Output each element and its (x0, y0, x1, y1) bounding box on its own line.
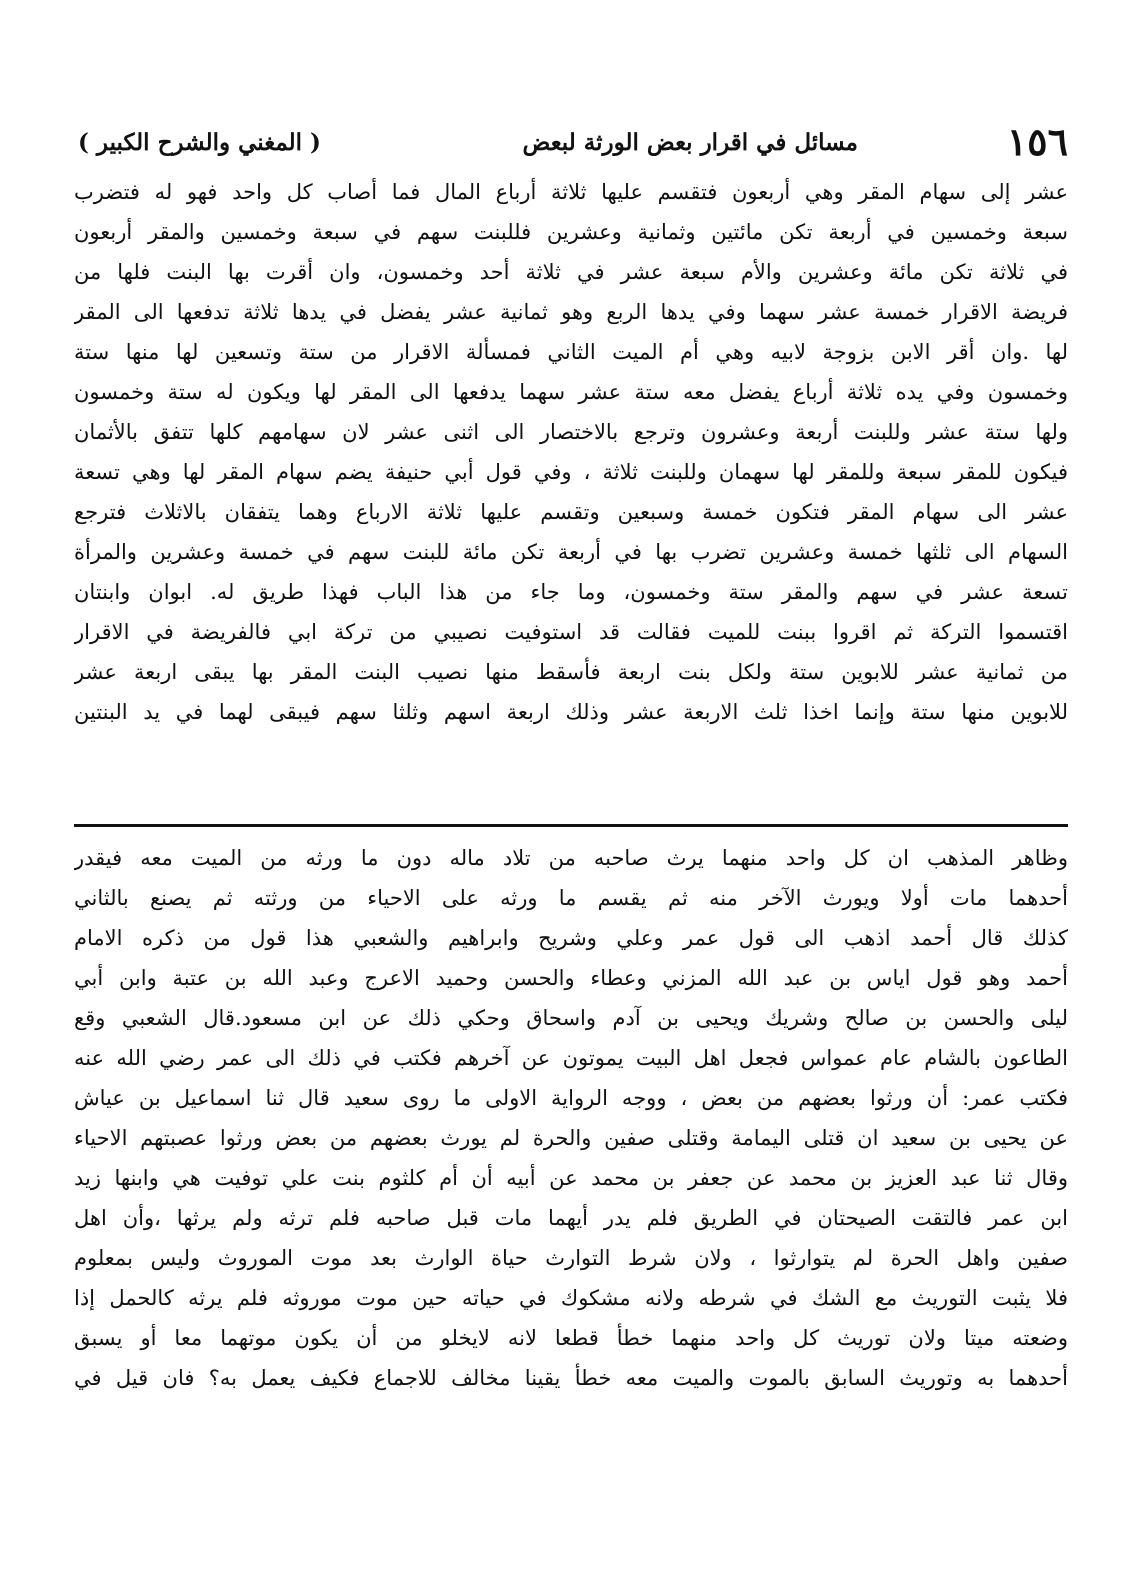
text-line: لها .وان أقر الابن بزوجة لابيه وهي أم الميت الثاني فمسألة الاقرار من ستة وتسعين لها منها ستة (74, 340, 1068, 364)
text-line: كذلك قال أحمد اذهب الى قول عمر وعلي وشريح وابراهيم والشعبي هذا قول من ذكره الامام (74, 926, 1068, 950)
text-line: وظاهر المذهب ان كل واحد منهما يرث صاحبه من تلاد ماله دون ما ورثه من الميت معه فيقدر (74, 846, 1068, 870)
text-line: فريضة الاقرار خمسة عشر سهما وفي يدها الربع وهو ثمانية عشر يفضل في يدها ثلاثة تدفعها الى المقر (74, 300, 1068, 324)
text-line: سبعة وخمسين في أربعة تكن مائتين وثمانية وعشرين فللبنت سهم في سبعة وخمسين والمقر أربعون (74, 220, 1068, 244)
text-line: عشر إلى سهام المقر وهي أربعون فتقسم عليها ثلاثة أرباع المال فما أصاب كل واحد فهو له فتضرب (74, 180, 1068, 204)
text-line: في ثلاثة تكن مائة وعشرين والأم سبعة عشر في ثلاثة أحد وخمسون، وان أقرت بها البنت فلها من (74, 260, 1068, 284)
text-line: الطاعون بالشام عام عمواس فجعل اهل البيت يموتون عن آخرهم فكتب في ذلك الى عمر رضي الله عنه (74, 1046, 1068, 1070)
lower-text-block (74, 838, 1068, 1398)
text-line: صفين واهل الحرة لم يتوارثوا ، ولان شرط التوارث حياة الوارث بعد موت الموروث وليس بمعلوم (74, 1246, 1068, 1270)
text-line: فكتب عمر: أن ورثوا بعضهم من بعض ، ووجه الرواية الاولى ما روى سعيد قال ثنا اسماعيل بن عياش (74, 1086, 1068, 1110)
text-line: فلا يثبت التوريث مع الشك في شرطه ولانه مشكوك في حياته حين موت موروثه فلم يرثه كالحمل إذا (74, 1286, 1068, 1310)
page-number: ١٥٦ (1006, 119, 1068, 164)
book-title: ( المغني والشرح الكبير ) (78, 129, 321, 156)
text-line: عشر الى سهام المقر فتكون خمسة وسبعين وتقسم عليها ثلاثة الارباع وهما يتفقان بالاثلاث فترجع (74, 500, 1068, 524)
section-divider (74, 824, 1068, 827)
text-line: من ثمانية عشر للابوين ستة ولكل بنت اربعة فأسقط منها نصيب البنت المقر بها يبقى اربعة عشر (74, 660, 1068, 684)
text-line: السهام الى ثلثها خمسة وعشرين تضرب بها في أربعة تكن مائة للبنت سهم في خمسة وعشرين والمرأة (74, 540, 1068, 564)
text-line: فيكون للمقر سبعة وللمقر لها سهمان وللبنت ثلاثة ، وفي قول أبي حنيفة يضم سهام المقر لها وهي تسعة (74, 460, 1068, 484)
text-line: اقتسموا التركة ثم اقروا ببنت للميت فقالت قد استوفيت نصيبي من تركة ابي فالفريضة في الاقرار (74, 620, 1068, 644)
text-line: تسعة عشر في سهم والمقر ستة وخمسون، وما جاء من هذا الباب فهذا طريق له. ابوان وابنتان (74, 580, 1068, 604)
text-line: ولها ستة عشر وللبنت أربعة وعشرون وترجع بالاختصار الى اثنى عشر لان سهامهم كلها تتفق بالأثمان (74, 420, 1068, 444)
upper-text-block (74, 172, 1068, 732)
page-header (78, 120, 1068, 170)
text-line: وضعته ميتا ولان توريث كل واحد منهما خطأ قطعا لانه لايخلو من أن يكون موتهما معا أو يسبق (74, 1326, 1068, 1350)
text-line: أحدهما به وتوريث السابق بالموت والميت معه خطأ يقينا مخالف للاجماع فكيف يعمل به؟ فان قيل في (74, 1366, 1068, 1390)
text-line: وخمسون وفي يده ثلاثة أرباع يفضل معه ستة عشر سهما يدفعها الى المقر لها ويكون له ستة وخمسون (74, 380, 1068, 404)
text-line: للابوين منها ستة وإنما اخذا ثلث الاربعة عشر وذلك اربعة اسهم وثلثا سهم فيبقى لهما في يد البنتين (74, 700, 1068, 724)
text-line: أحمد وهو قول اياس بن عبد الله المزني وعطاء والحسن وحميد الاعرج وعبد الله بن عتبة وابن أبي (74, 966, 1068, 990)
running-title: مسائل في اقرار بعض الورثة لبعض (522, 129, 858, 156)
text-line: ابن عمر فالتقت الصيحتان في الطريق فلم يدر أيهما مات قبل صاحبه فلم ترثه ولم يرثها ،وأن اهل (74, 1206, 1068, 1230)
text-line: أحدهما مات أولا ويورث الآخر منه ثم يقسم ما ورثه على الاحياء من ورثته ثم يصنع بالثاني (74, 886, 1068, 910)
text-line: ليلى والحسن بن صالح وشريك ويحيى بن آدم واسحاق وحكي ذلك عن ابن مسعود.قال الشعبي وقع (74, 1006, 1068, 1030)
text-line: عن يحيى بن سعيد ان قتلى اليمامة وقتلى صفين والحرة لم يورث بعضهم من بعض ورثوا عصبتهم الاحياء (74, 1126, 1068, 1150)
text-line: وقال ثنا عبد العزيز بن محمد عن جعفر بن محمد عن أبيه أن أم كلثوم بنت علي توفيت هي وابنها زيد (74, 1166, 1068, 1190)
